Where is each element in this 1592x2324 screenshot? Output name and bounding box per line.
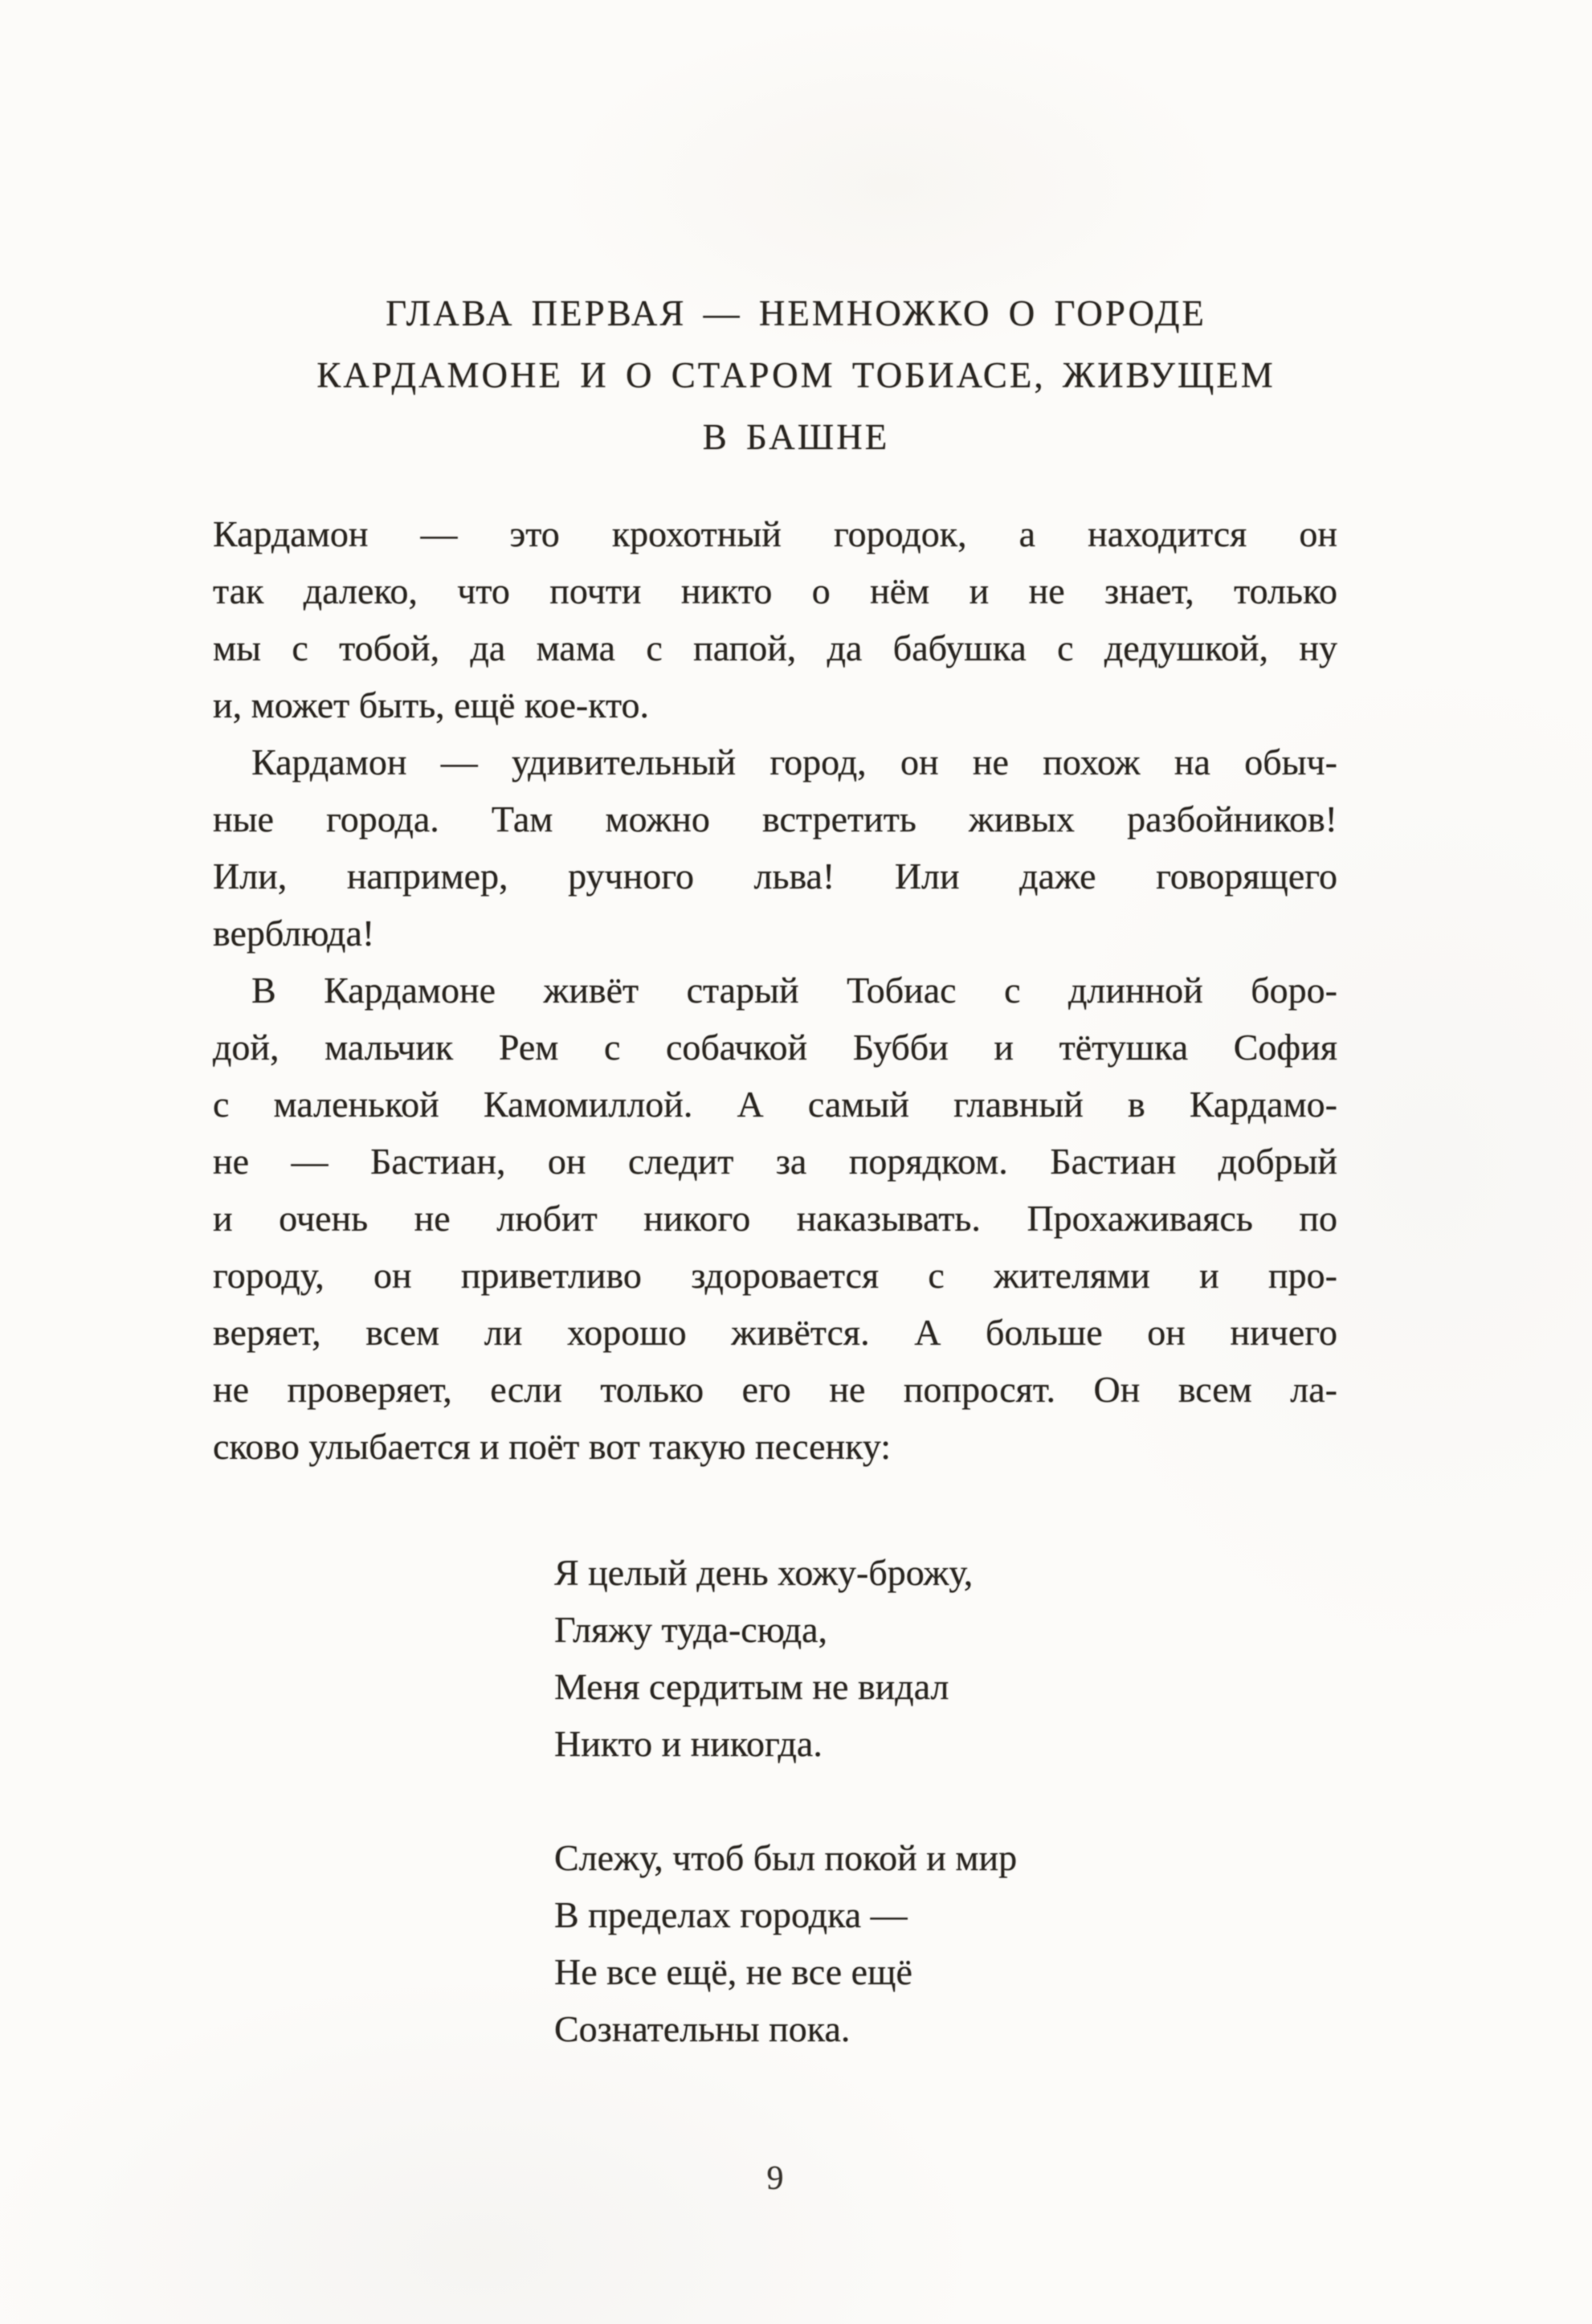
text-line: так далеко, что почти никто о нём и не знает, только [213, 570, 1337, 611]
text-line: дой, мальчик Рем с собачкой Бубби и тётушка София [213, 1027, 1337, 1068]
text-line: Или, например, ручного льва! Или даже говорящего [213, 856, 1337, 897]
body-text [213, 505, 1337, 2208]
verse-stanza-2 [554, 1829, 1337, 2057]
paragraph-2 [213, 733, 1337, 962]
text-line: сково улыбается и поёт вот такую песенку: [213, 1426, 892, 1467]
text-line: городу, он приветливо здоровается с жителями и про- [213, 1255, 1337, 1296]
page-number: 9 [766, 2160, 784, 2197]
verse-line: Меня сердитым не видал [554, 1666, 949, 1707]
verse-line: Гляжу туда-сюда, [554, 1609, 828, 1650]
verse-line: В пределах городка — [554, 1894, 908, 1935]
chapter-heading-line-1: ГЛАВА ПЕРВАЯ — НЕМНОЖКО О ГОРОДЕ [386, 293, 1206, 333]
text-line: веряет, всем ли хорошо живётся. А больше он ничего [213, 1312, 1337, 1353]
text-line: не проверяет, если только его не попросят. Он всем ла- [213, 1369, 1337, 1410]
text-line: ные города. Там можно встретить живых разбойников! [213, 798, 1337, 839]
text-line: Кардамон — удивительный город, он не похож на обыч- [251, 741, 1337, 782]
text-line: с маленькой Камомиллой. А самый главный в Кардамо- [213, 1084, 1337, 1125]
text-line: мы с тобой, да мама с папой, да бабушка с дедушкой, ну [213, 627, 1337, 668]
paragraph-1 [213, 505, 1337, 733]
chapter-heading [169, 283, 1423, 468]
page-content [0, 283, 1592, 2208]
text-line: Кардамон — это крохотный городок, а находится он [213, 513, 1337, 554]
verse-line: Слежу, чтоб был покой и мир [554, 1837, 1018, 1878]
text-line: В Кардамоне живёт старый Тобиас с длинной боро- [251, 970, 1337, 1011]
verse-line: Не все ещё, не все ещё [554, 1951, 912, 1992]
verse-line: Я целый день хожу-брожу, [554, 1552, 974, 1593]
verse-line: Никто и никогда. [554, 1723, 823, 1764]
paragraph-3 [213, 962, 1337, 1475]
paragraphs [213, 505, 1337, 1475]
text-line: и очень не любит никого наказывать. Прохаживаясь по [213, 1198, 1337, 1239]
text-line: и, может быть, ещё кое-кто. [213, 684, 649, 725]
text-line: не — Бастиан, он следит за порядком. Бастиан добрый [213, 1141, 1337, 1182]
chapter-heading-line-2: КАРДАМОНЕ И О СТАРОМ ТОБИАСЕ, ЖИВУЩЕМ [316, 355, 1276, 395]
verse-stanza-1 [554, 1544, 1337, 1772]
text-line: верблюда! [213, 913, 375, 954]
verse-line: Сознательны пока. [554, 2008, 851, 2049]
chapter-heading-line-3: В БАШНЕ [702, 417, 890, 457]
